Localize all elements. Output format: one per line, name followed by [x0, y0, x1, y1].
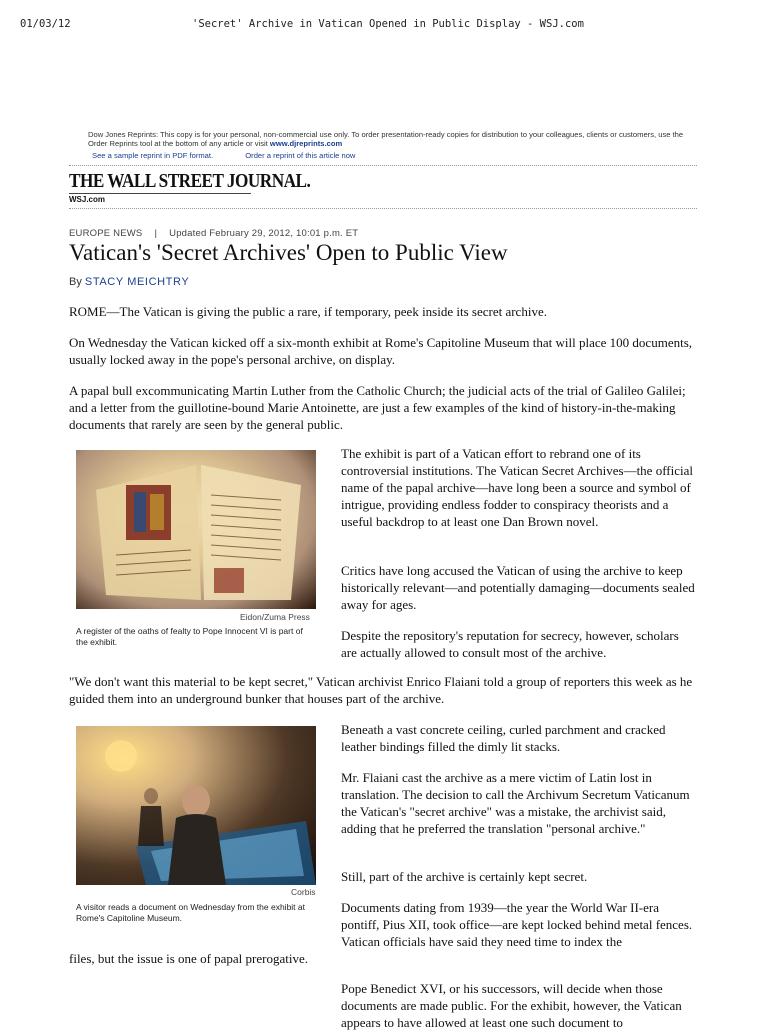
reprints-text: Dow Jones Reprints: This copy is for your personal, non-commercial use only. To order presentation-ready copies for distribution to your colleagues, clients or customers, use the Order Reprints tool at the bottom of any article or visit	[88, 130, 684, 148]
print-date: 01/03/12	[20, 18, 71, 30]
photo-caption: A visitor reads a document on Wednesday from the exhibit at Rome's Capitoline Museum.	[76, 902, 305, 923]
article-paragraph: "We don't want this material to be kept secret," Vatican archivist Enrico Flaiani told a group of reporters this week as he guided them into an underground bunker that houses part of the archive.	[69, 674, 693, 706]
museum-visitor-photo	[76, 726, 316, 885]
manuscript-photo	[76, 450, 316, 609]
article-kicker	[69, 228, 358, 239]
article-headline: Vatican's 'Secret Archives' Open to Public View	[69, 240, 508, 265]
masthead-underline	[69, 193, 251, 194]
visitor-illustration	[76, 726, 316, 885]
article-paragraph: Despite the repository's reputation for secrecy, however, scholars are actually allowed to consult most of the archive.	[341, 628, 679, 660]
sample-reprint-link[interactable]: See a sample reprint in PDF format.	[92, 151, 214, 160]
article-paragraph: ROME—The Vatican is giving the public a rare, if temporary, peek inside its secret archive.	[69, 304, 547, 319]
byline	[69, 276, 189, 288]
divider	[69, 165, 697, 166]
photo-credit: Eidon/Zuma Press	[240, 612, 310, 622]
article-paragraph: Pope Benedict XVI, or his successors, will decide when those documents are made public. For the exhibit, however, the Vatican appears to have allowed at least one such document to	[341, 981, 682, 1030]
divider	[69, 208, 697, 209]
updated-timestamp: Updated February 29, 2012, 10:01 p.m. ET	[169, 228, 359, 239]
kicker-separator: |	[154, 228, 158, 239]
article-paragraph: Documents dating from 1939—the year the World War II-era pontiff, Pius XII, took office—are kept locked behind metal fences. Vatican officials have said they need time to index the	[341, 900, 693, 949]
reprints-url-link[interactable]: www.djreprints.com	[269, 139, 343, 148]
byline-prefix: By	[69, 276, 82, 288]
order-reprint-link[interactable]: Order a reprint of this article now	[245, 151, 356, 160]
print-header	[20, 18, 748, 32]
reprint-links	[92, 151, 385, 160]
article-paragraph: Critics have long accused the Vatican of using the archive to keep historically relevant—and potentially damaging—documents sealed away for ages.	[341, 563, 695, 612]
article-paragraph: The exhibit is part of a Vatican effort to rebrand one of its controversial institutions. The Vatican Secret Archives—the official name of the papal archive—have long been a source and symbol of intrigue, providing endless fodder to conspiracy theorists and a useful backdrop to at least one Dan Brown novel.	[341, 446, 693, 529]
print-page-title: 'Secret' Archive in Vatican Opened in Public Display - WSJ.com	[192, 18, 584, 30]
author-link[interactable]: STACY MEICHTRY	[84, 276, 190, 288]
article-paragraph: A papal bull excommunicating Martin Luther from the Catholic Church; the judicial acts of the trial of Galileo Galilei; and a letter from the guillotine-bound Marie Antoinette, are just a few examples of the kind of history-in-the-making documents that rarely are seen by the general public.	[69, 383, 686, 432]
section-label[interactable]: EUROPE NEWS	[69, 228, 143, 239]
reprints-notice	[88, 130, 693, 148]
site-name: WSJ.com	[69, 195, 106, 204]
photo-caption: A register of the oaths of fealty to Pope Innocent VI is part of the exhibit.	[76, 626, 303, 647]
article-paragraph: Still, part of the archive is certainly kept secret.	[341, 869, 588, 884]
article-paragraph: files, but the issue is one of papal prerogative.	[69, 951, 308, 966]
masthead-logo: THE WALL STREET JOURNAL.	[69, 170, 311, 192]
article-paragraph: On Wednesday the Vatican kicked off a six-month exhibit at Rome's Capitoline Museum that will place 100 documents, usually locked away in the pope's personal archive, on display.	[69, 335, 693, 367]
photo-credit: Corbis	[291, 887, 316, 897]
article-paragraph: Beneath a vast concrete ceiling, curled parchment and cracked leather bindings filled the dimly lit stacks.	[341, 722, 666, 754]
manuscript-illustration	[76, 450, 316, 609]
article-paragraph: Mr. Flaiani cast the archive as a mere victim of Latin lost in translation. The decision to call the Archivum Secretum Vaticanum the Vatican's "secret archive" was a mistake, the archivist said, adding that he preferred the translation "personal archive."	[341, 770, 690, 836]
